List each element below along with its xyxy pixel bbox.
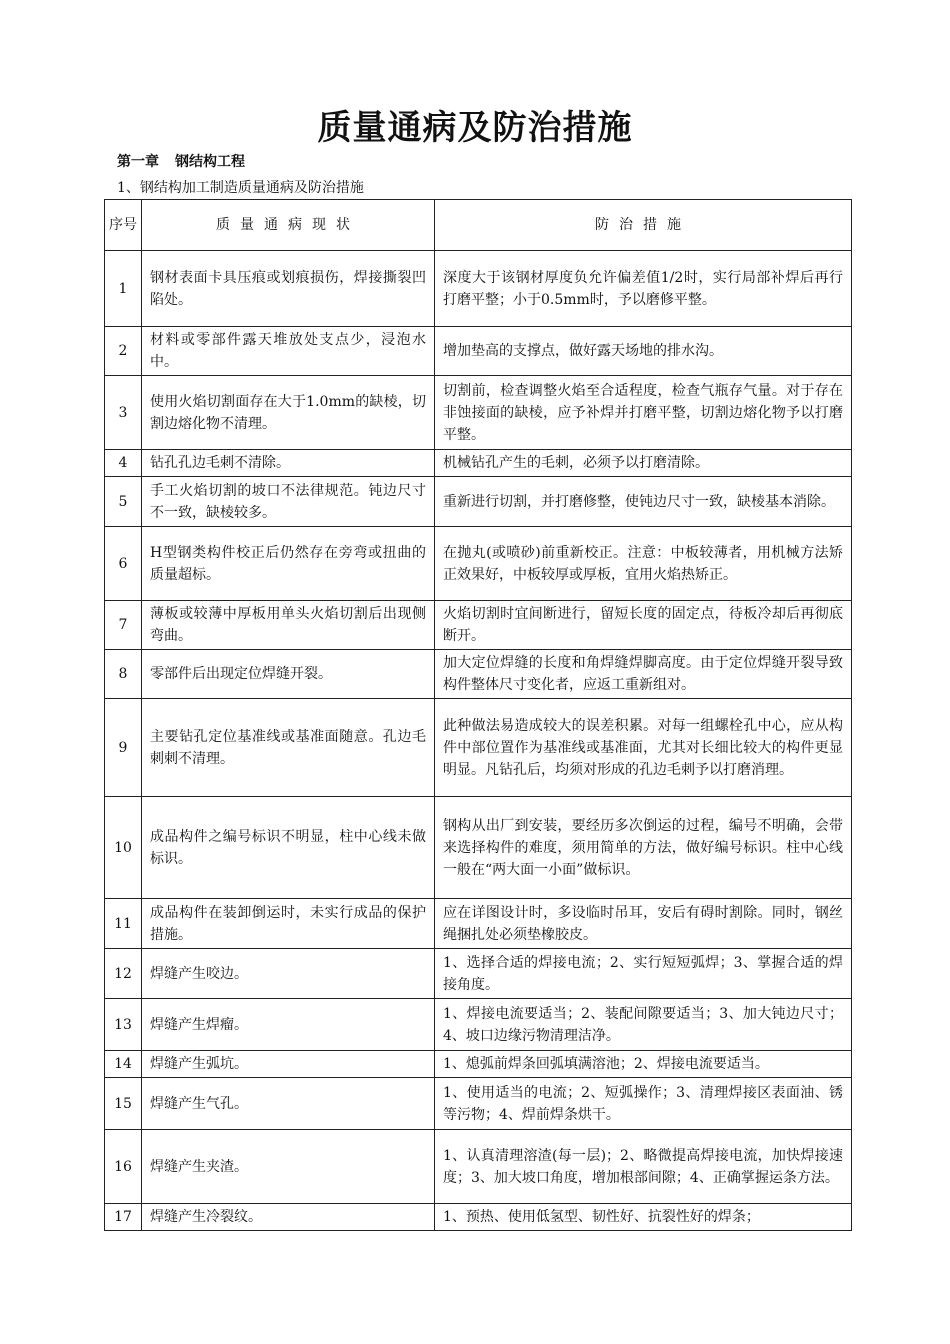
chapter-name: 钢结构工程 — [175, 154, 245, 170]
measure-cell: 应在详图设计时，多设临时吊耳，安后有碍时割除。同时，钢丝绳捆扎处必须垫橡胶皮。 — [435, 899, 852, 949]
issue-cell: 焊缝产生焊瘤。 — [142, 999, 435, 1051]
issue-cell: 钻孔孔边毛刺不清除。 — [142, 450, 435, 477]
table-row — [105, 527, 852, 601]
row-number: 13 — [105, 999, 142, 1051]
issue-cell: 钢材表面卡具压痕或划痕损伤，焊接撕裂凹陷处。 — [142, 251, 435, 327]
row-number: 17 — [105, 1204, 142, 1231]
header-measure: 防治措施 — [435, 200, 852, 251]
row-number: 10 — [105, 797, 142, 899]
row-number: 16 — [105, 1130, 142, 1204]
measure-cell: 火焰切割时宜间断进行，留短长度的固定点，待板冷却后再彻底断开。 — [435, 601, 852, 650]
page-title: 质量通病及防治措施 — [317, 108, 633, 148]
measure-cell: 重新进行切割，并打磨修整，使钝边尺寸一致，缺棱基本消除。 — [435, 477, 852, 527]
table-row — [105, 1130, 852, 1204]
table-row — [105, 1078, 852, 1130]
table-header-row — [105, 200, 852, 251]
header-issue: 质量通病现状 — [142, 200, 435, 251]
issue-cell: 主要钻孔定位基准线或基准面随意。孔边毛刺刺不清理。 — [142, 699, 435, 797]
row-number: 12 — [105, 949, 142, 999]
measure-cell: 机械钻孔产生的毛刺，必须予以打磨清除。 — [435, 450, 852, 477]
section-heading: 1、钢结构加工制造质量通病及防治措施 — [117, 180, 364, 196]
measure-cell: 加大定位焊缝的长度和角焊缝焊脚高度。由于定位焊缝开裂导致构件整体尺寸变化者，应返工重新组对。 — [435, 650, 852, 699]
row-number: 15 — [105, 1078, 142, 1130]
quality-issues-table — [104, 199, 852, 1231]
row-number: 7 — [105, 601, 142, 650]
issue-cell: 使用火焰切割面存在大于1.0mm的缺棱，切割边熔化物不清理。 — [142, 376, 435, 450]
issue-cell: 焊缝产生弧坑。 — [142, 1051, 435, 1078]
table-row — [105, 899, 852, 949]
row-number: 9 — [105, 699, 142, 797]
table-row — [105, 650, 852, 699]
table-body — [105, 251, 852, 1231]
table-row — [105, 797, 852, 899]
measure-cell: 1、焊接电流要适当；2、装配间隙要适当；3、加大钝边尺寸；4、坡口边缘污物清理洁净。 — [435, 999, 852, 1051]
table-row — [105, 949, 852, 999]
row-number: 8 — [105, 650, 142, 699]
measure-cell: 深度大于该钢材厚度负允许偏差值1/2时，实行局部补焊后再行打磨平整；小于0.5mm时，予以磨修平整。 — [435, 251, 852, 327]
row-number: 5 — [105, 477, 142, 527]
measure-cell: 1、选择合适的焊接电流；2、实行短短弧焊；3、掌握合适的焊接角度。 — [435, 949, 852, 999]
measure-cell: 增加垫高的支撑点，做好露天场地的排水沟。 — [435, 327, 852, 376]
row-number: 2 — [105, 327, 142, 376]
issue-cell: 成品构件之编号标识不明显，柱中心线未做标识。 — [142, 797, 435, 899]
table-row — [105, 999, 852, 1051]
measure-cell: 在抛丸(或喷砂)前重新校正。注意：中板较薄者，用机械方法矫正效果好，中板较厚或厚板，宜用火焰热矫正。 — [435, 527, 852, 601]
table-row — [105, 699, 852, 797]
measure-cell: 1、预热、使用低氢型、韧性好、抗裂性好的焊条； — [435, 1204, 852, 1231]
issue-cell: 焊缝产生气孔。 — [142, 1078, 435, 1130]
table-row — [105, 477, 852, 527]
table-row — [105, 327, 852, 376]
issue-cell: 材料或零部件露天堆放处支点少，浸泡水中。 — [142, 327, 435, 376]
issue-cell: 焊缝产生夹渣。 — [142, 1130, 435, 1204]
measure-cell: 钢构从出厂到安装，要经历多次倒运的过程，编号不明确，会带来选择构件的难度，须用简单的方法，做好编号标识。柱中心线一般在“两大面一小面”做标识。 — [435, 797, 852, 899]
chapter-number: 第一章 — [117, 154, 159, 170]
row-number: 4 — [105, 450, 142, 477]
issue-cell: 手工火焰切割的坡口不法律规范。钝边尺寸不一致，缺棱较多。 — [142, 477, 435, 527]
row-number: 14 — [105, 1051, 142, 1078]
table-row — [105, 376, 852, 450]
row-number: 3 — [105, 376, 142, 450]
chapter-heading — [117, 151, 245, 171]
issue-cell: 焊缝产生咬边。 — [142, 949, 435, 999]
row-number: 6 — [105, 527, 142, 601]
issue-cell: H型钢类构件校正后仍然存在旁弯或扭曲的质量超标。 — [142, 527, 435, 601]
table-row — [105, 251, 852, 327]
table-row — [105, 450, 852, 477]
table-row — [105, 601, 852, 650]
measure-cell: 1、熄弧前焊条回弧填满溶池；2、焊接电流要适当。 — [435, 1051, 852, 1078]
measure-cell: 此种做法易造成较大的误差积累。对每一组螺栓孔中心，应从构件中部位置作为基准线或基准面，尤其对长细比较大的构件更显明显。凡钻孔后，均须对形成的孔边毛刺予以打磨消理。 — [435, 699, 852, 797]
issue-cell: 零部件后出现定位焊缝开裂。 — [142, 650, 435, 699]
issue-cell: 焊缝产生冷裂纹。 — [142, 1204, 435, 1231]
issue-cell: 薄板或较薄中厚板用单头火焰切割后出现侧弯曲。 — [142, 601, 435, 650]
table-row — [105, 1051, 852, 1078]
row-number: 1 — [105, 251, 142, 327]
table-row — [105, 1204, 852, 1231]
measure-cell: 切割前，检查调整火焰至合适程度，检查气瓶存气量。对于存在非蚀接面的缺棱，应予补焊并打磨平整，切割边熔化物予以打磨平整。 — [435, 376, 852, 450]
measure-cell: 1、使用适当的电流；2、短弧操作；3、清理焊接区表面油、锈等污物；4、焊前焊条烘干。 — [435, 1078, 852, 1130]
header-serial: 序号 — [105, 200, 142, 251]
row-number: 11 — [105, 899, 142, 949]
issue-cell: 成品构件在装卸倒运时，未实行成品的保护措施。 — [142, 899, 435, 949]
measure-cell: 1、认真清理溶渣(每一层)；2、略微提高焊接电流，加快焊接速度；3、加大坡口角度，增加根部间隙；4、正确掌握运条方法。 — [435, 1130, 852, 1204]
